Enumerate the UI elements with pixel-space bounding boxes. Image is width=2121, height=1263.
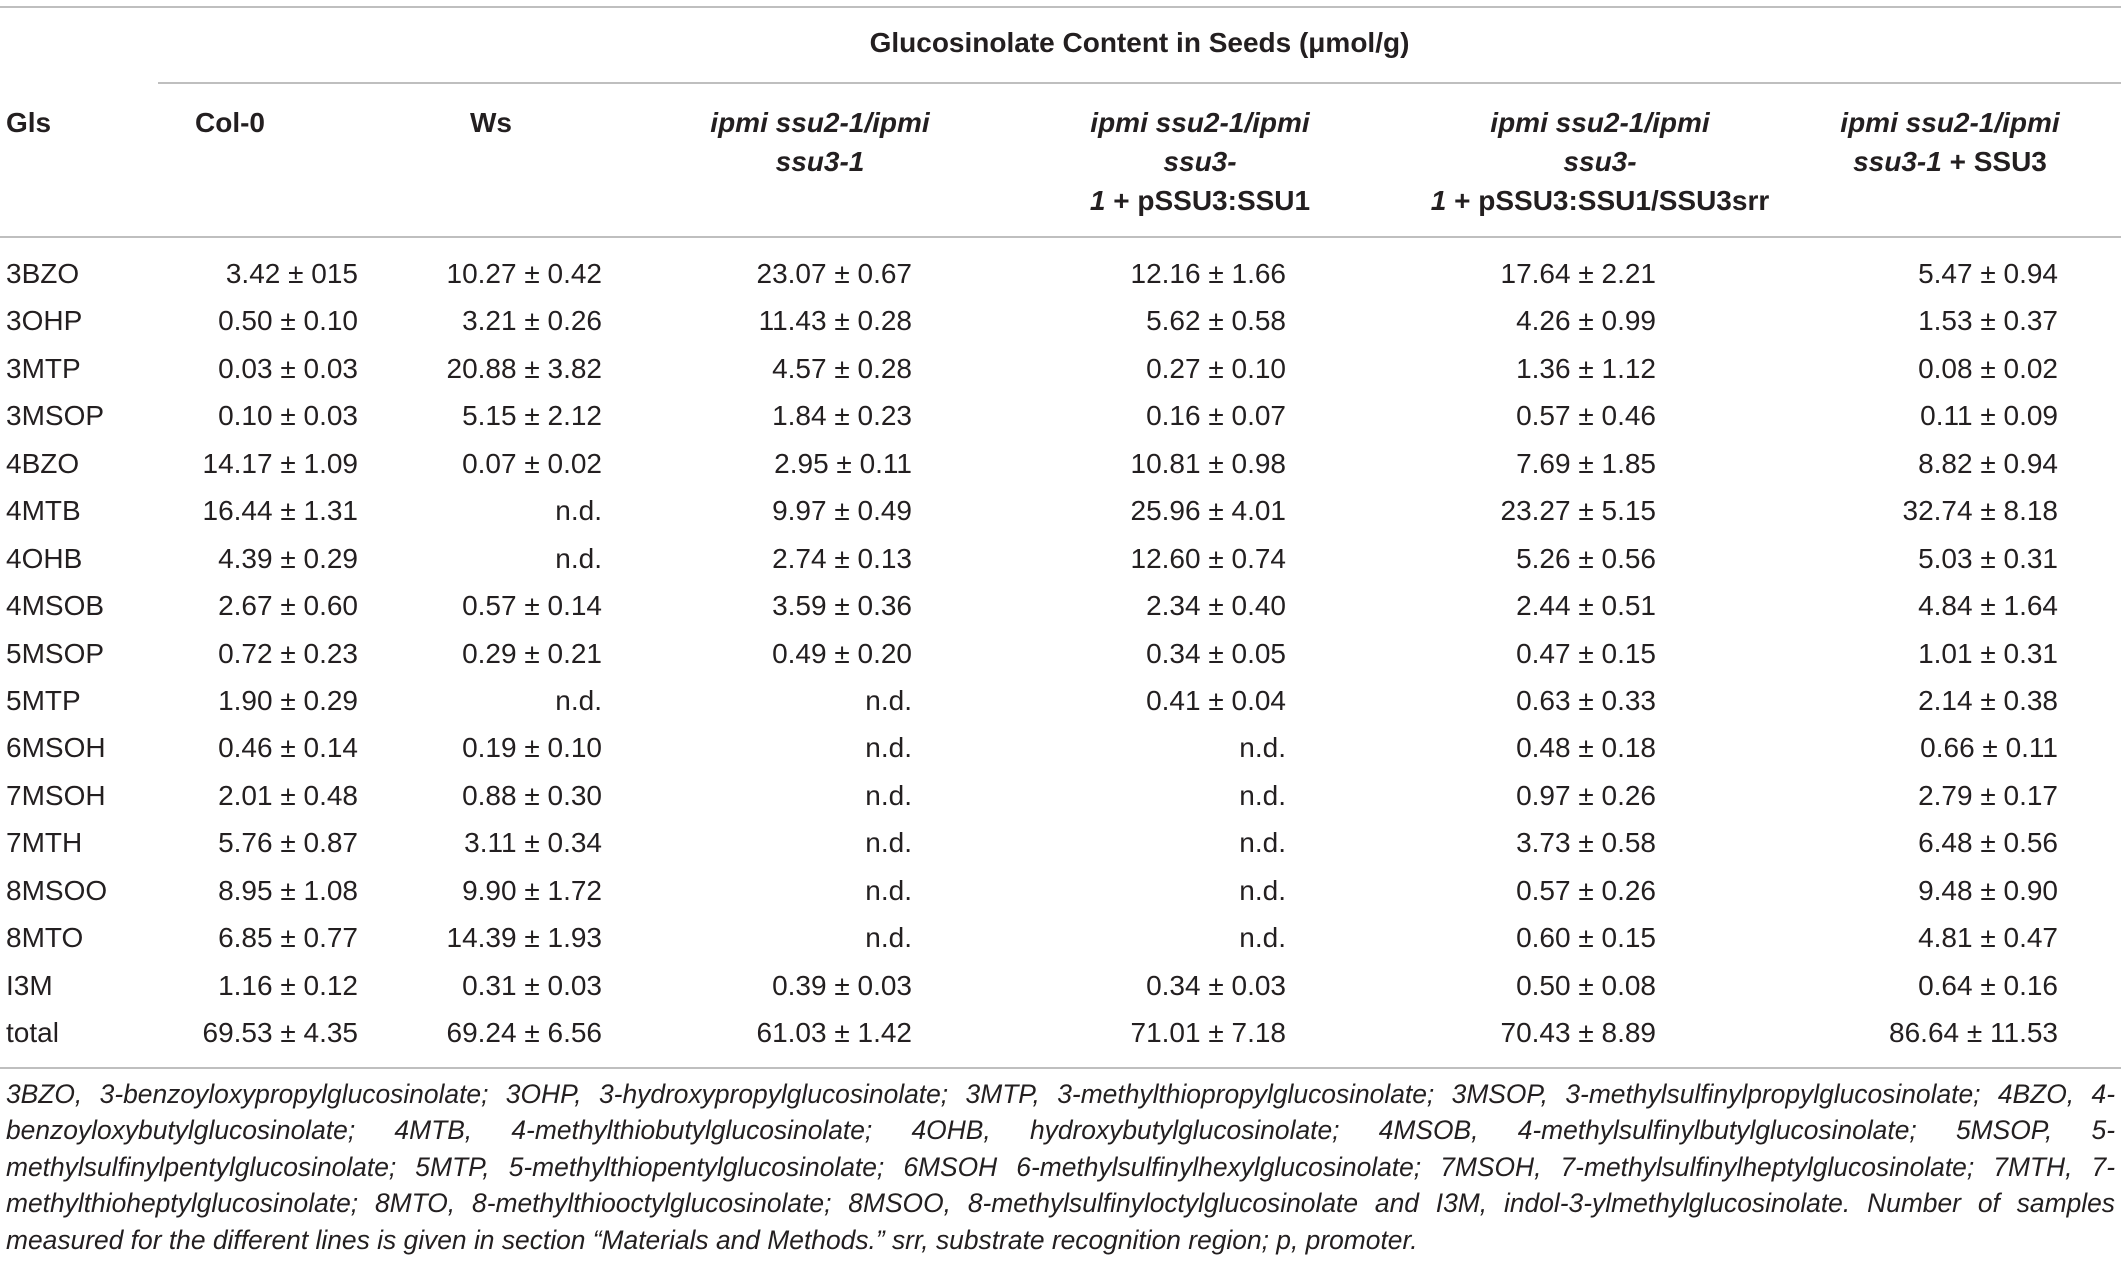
cell-c6: 0.66 ± 0.11 [1920, 732, 2058, 764]
cell-c4: 12.60 ± 0.74 [1130, 542, 1286, 574]
header-gls: Gls [6, 107, 52, 138]
header-col0: Col-0 [195, 107, 265, 138]
cell-c3: n.d. [865, 874, 912, 906]
cell-ws: 10.27 ± 0.42 [446, 258, 602, 289]
cell-c3: n.d. [865, 922, 912, 954]
table-row [0, 440, 2121, 487]
cell-ws: n.d. [555, 542, 602, 574]
column-group-title: Glucosinolate Content in Seeds (μmol/g) [869, 27, 1410, 58]
cell-c3: 2.95 ± 0.11 [774, 447, 912, 479]
cell-c6: 1.53 ± 0.37 [1918, 305, 2058, 337]
header-c4-line1: ipmi ssu2-1/ipmi [1090, 107, 1310, 138]
cell-c4: 71.01 ± 7.18 [1130, 1017, 1286, 1048]
cell-c6: 0.64 ± 0.16 [1918, 969, 2058, 1001]
cell-c3: n.d. [865, 827, 912, 859]
header-rule [0, 236, 2121, 238]
table-row [0, 962, 2121, 1009]
cell-c3: 9.97 ± 0.49 [772, 495, 912, 527]
cell-col0: 2.01 ± 0.48 [218, 779, 358, 811]
table-row [0, 582, 2121, 629]
cell-gls: 3MTP [6, 352, 81, 384]
cell-gls: I3M [6, 969, 53, 1001]
cell-c6: 2.14 ± 0.38 [1918, 684, 2058, 716]
header-ipmi-pssu3-ssu1 [1010, 103, 1390, 220]
header-c3-line2: ssu3-1 [775, 146, 865, 177]
cell-c4: n.d. [1239, 732, 1286, 764]
header-c5-line3-rest: + pSSU3:SSU1/SSU3srr [1446, 185, 1770, 216]
cell-c4: n.d. [1239, 827, 1286, 859]
cell-c5: 0.57 ± 0.46 [1516, 400, 1656, 432]
cell-c4: n.d. [1239, 922, 1286, 954]
cell-c6: 9.48 ± 0.90 [1918, 874, 2058, 906]
table-row [0, 392, 2121, 439]
cell-gls: 3MSOP [6, 400, 105, 432]
cell-ws: 14.39 ± 1.93 [446, 922, 602, 954]
cell-c3: 23.07 ± 0.67 [756, 258, 912, 289]
header-c4-line3 [1010, 181, 1390, 220]
cell-c6: 2.79 ± 0.17 [1918, 779, 2058, 811]
group-title-rule [158, 82, 2121, 84]
cell-col0: 69.53 ± 4.35 [202, 1017, 358, 1048]
cell-c5: 0.47 ± 0.15 [1516, 637, 1656, 669]
cell-c5: 2.44 ± 0.51 [1516, 590, 1656, 622]
cell-ws: 0.29 ± 0.21 [462, 637, 602, 669]
cell-c5: 0.50 ± 0.08 [1516, 969, 1656, 1001]
header-ipmi-pssu3-ssu1-ssu3srr [1390, 103, 1810, 220]
cell-c5: 0.48 ± 0.18 [1516, 732, 1656, 764]
cell-col0: 5.76 ± 0.87 [218, 827, 358, 859]
cell-c6: 4.81 ± 0.47 [1918, 922, 2058, 954]
cell-c3: 0.49 ± 0.20 [772, 637, 912, 669]
cell-c4: 0.34 ± 0.05 [1146, 637, 1286, 669]
cell-gls: 7MTH [6, 827, 83, 859]
cell-c5: 0.63 ± 0.33 [1516, 684, 1656, 716]
table-row [0, 297, 2121, 344]
cell-c4: 0.34 ± 0.03 [1146, 969, 1286, 1001]
header-c5-line2: ssu3- [1563, 146, 1637, 177]
cell-ws: 5.15 ± 2.12 [462, 400, 602, 432]
cell-c4: n.d. [1239, 874, 1286, 906]
table-row [0, 677, 2121, 724]
cell-c4: 12.16 ± 1.66 [1130, 258, 1286, 289]
cell-col0: 0.03 ± 0.03 [218, 352, 358, 384]
cell-gls: 4MSOB [6, 590, 105, 622]
cell-col0: 0.50 ± 0.10 [218, 305, 358, 337]
cell-c5: 70.43 ± 8.89 [1500, 1017, 1656, 1048]
cell-c6: 1.01 ± 0.31 [1918, 637, 2058, 669]
cell-c5: 3.73 ± 0.58 [1516, 827, 1656, 859]
cell-c3: 11.43 ± 0.28 [758, 305, 912, 337]
cell-ws: 0.88 ± 0.30 [462, 779, 602, 811]
cell-c3: 0.39 ± 0.03 [772, 969, 912, 1001]
cell-c5: 5.26 ± 0.56 [1516, 542, 1656, 574]
header-c4-line2: ssu3- [1163, 146, 1237, 177]
header-c5-line3 [1390, 181, 1810, 220]
cell-c5: 7.69 ± 1.85 [1516, 447, 1656, 479]
cell-c4: 0.41 ± 0.04 [1146, 684, 1286, 716]
header-ws: Ws [470, 107, 512, 138]
cell-c6: 0.08 ± 0.02 [1918, 352, 2058, 384]
header-c5-line3-gene: 1 [1430, 185, 1447, 216]
header-c6-line1: ipmi ssu2-1/ipmi [1840, 107, 2060, 138]
cell-ws: 0.07 ± 0.02 [462, 447, 602, 479]
cell-c3: n.d. [865, 684, 912, 716]
table-row [0, 487, 2121, 534]
cell-col0: 0.46 ± 0.14 [218, 732, 358, 764]
cell-col0: 4.39 ± 0.29 [218, 542, 358, 574]
cell-c3: 4.57 ± 0.28 [772, 352, 912, 384]
cell-gls: 7MSOH [6, 779, 106, 811]
cell-gls: 4BZO [6, 447, 80, 479]
cell-c5: 1.36 ± 1.12 [1516, 352, 1656, 384]
cell-c3: 2.74 ± 0.13 [772, 542, 912, 574]
cell-col0: 8.95 ± 1.08 [218, 874, 358, 906]
header-ipmi-ssu2-ssu3 [640, 103, 1000, 181]
cell-c4: 25.96 ± 4.01 [1130, 495, 1286, 527]
cell-col0: 3.42 ± 015 [225, 258, 358, 289]
cell-c3: n.d. [865, 779, 912, 811]
header-c4-line3-rest: + pSSU3:SSU1 [1105, 185, 1311, 216]
cell-c5: 0.97 ± 0.26 [1516, 779, 1656, 811]
cell-ws: 9.90 ± 1.72 [462, 874, 602, 906]
cell-c3: 1.84 ± 0.23 [772, 400, 912, 432]
cell-gls: 5MTP [6, 684, 81, 716]
cell-col0: 2.67 ± 0.60 [218, 590, 358, 622]
header-c4-line3-gene: 1 [1089, 185, 1106, 216]
cell-gls: 6MSOH [6, 732, 106, 764]
cell-gls: 8MSOO [6, 874, 108, 906]
cell-ws: 0.31 ± 0.03 [462, 969, 602, 1001]
table-row [0, 867, 2121, 914]
table-row-total [0, 1009, 2121, 1056]
header-c3-line1: ipmi ssu2-1/ipmi [710, 107, 930, 138]
table-row [0, 819, 2121, 866]
table-row [0, 914, 2121, 961]
cell-c3: n.d. [865, 732, 912, 764]
cell-c6: 5.03 ± 0.31 [1918, 542, 2058, 574]
cell-c6: 5.47 ± 0.94 [1918, 258, 2058, 289]
cell-c5: 0.57 ± 0.26 [1516, 874, 1656, 906]
cell-c3: 61.03 ± 1.42 [756, 1017, 912, 1048]
cell-c4: 0.27 ± 0.10 [1146, 352, 1286, 384]
cell-gls: 3OHP [6, 305, 83, 337]
cell-gls: 4OHB [6, 542, 83, 574]
cell-col0: 1.16 ± 0.12 [218, 969, 358, 1001]
cell-c6: 4.84 ± 1.64 [1918, 590, 2058, 622]
cell-gls: 5MSOP [6, 637, 105, 669]
table-row [0, 724, 2121, 771]
header-ipmi-ssu3 [1800, 103, 2100, 181]
cell-gls: 8MTO [6, 922, 84, 954]
table-row [0, 535, 2121, 582]
table-row [0, 630, 2121, 677]
cell-c6: 6.48 ± 0.56 [1918, 827, 2058, 859]
cell-ws: 0.19 ± 0.10 [462, 732, 602, 764]
header-c6-line2-gene: ssu3-1 [1853, 146, 1942, 177]
table-footnote: 3BZO, 3-benzoyloxypropylglucosinolate; 3OHP, 3-hydroxypropylglucosinolate; 3MTP, 3-methylthiopropylglucosinolate; 3MSOP, 3-methylsulfinylpropylglucosinolate; 4BZO, 4-benzoyloxybutylglucosinolate; 4MTB, 4-methylthiobutylglucosinolate; 4OHB, hydroxybutylglucosinolate; 4MSOB, 4-methylsulfinylbutylglucosinolate; 5MSOP, 5-methylsulfinylpentylglucosinolate; 5MTP, 5-methylthiopentylglucosinolate; 6MSOH 6-methylsulfinylhexylglucosinolate; 7MSOH, 7-methylsulfinylheptylglucosinolate; 7MTH, 7-methylthioheptylglucosinolate; 8MTO, 8-methylthiooctylglucosinolate; 8MSOO, 8-methylsulfinyloctylglucosinolate and I3M, indol-3-ylmethylglucosinolate. Number of samples measured for the different lines is given in section “Materials and Methods.” srr, substrate recognition region; p, promoter. [6, 1079, 2115, 1255]
cell-gls: 3BZO [6, 258, 80, 289]
cell-ws: 3.11 ± 0.34 [464, 827, 602, 859]
cell-ws: n.d. [555, 495, 602, 527]
cell-c6: 8.82 ± 0.94 [1918, 447, 2058, 479]
cell-c5: 23.27 ± 5.15 [1500, 495, 1656, 527]
cell-c5: 17.64 ± 2.21 [1500, 258, 1656, 289]
cell-c6: 86.64 ± 11.53 [1889, 1017, 2058, 1048]
cell-c6: 0.11 ± 0.09 [1920, 400, 2058, 432]
header-c5-line1: ipmi ssu2-1/ipmi [1490, 107, 1710, 138]
cell-c4: 0.16 ± 0.07 [1146, 400, 1286, 432]
cell-gls: 4MTB [6, 495, 81, 527]
header-c6-line2 [1800, 142, 2100, 181]
top-rule [0, 6, 2121, 8]
cell-ws: 0.57 ± 0.14 [462, 590, 602, 622]
header-c6-line2-rest: + SSU3 [1941, 146, 2047, 177]
cell-c4: 5.62 ± 0.58 [1146, 305, 1286, 337]
cell-col0: 16.44 ± 1.31 [202, 495, 358, 527]
cell-c4: n.d. [1239, 779, 1286, 811]
cell-c3: 3.59 ± 0.36 [772, 590, 912, 622]
cell-ws: 20.88 ± 3.82 [446, 352, 602, 384]
table-row [0, 772, 2121, 819]
cell-ws: 69.24 ± 6.56 [446, 1017, 602, 1048]
cell-ws: n.d. [555, 684, 602, 716]
cell-col0: 1.90 ± 0.29 [218, 684, 358, 716]
cell-col0: 14.17 ± 1.09 [202, 447, 358, 479]
table-row [0, 250, 2121, 297]
cell-col0: 0.10 ± 0.03 [218, 400, 358, 432]
bottom-rule [0, 1067, 2121, 1069]
cell-c5: 4.26 ± 0.99 [1516, 305, 1656, 337]
table-body [0, 250, 2121, 1056]
cell-col0: 6.85 ± 0.77 [218, 922, 358, 954]
cell-ws: 3.21 ± 0.26 [462, 305, 602, 337]
cell-gls: total [6, 1017, 59, 1048]
cell-c6: 32.74 ± 8.18 [1902, 495, 2058, 527]
cell-c4: 10.81 ± 0.98 [1130, 447, 1286, 479]
table-row [0, 345, 2121, 392]
cell-col0: 0.72 ± 0.23 [218, 637, 358, 669]
cell-c4: 2.34 ± 0.40 [1146, 590, 1286, 622]
cell-c5: 0.60 ± 0.15 [1516, 922, 1656, 954]
